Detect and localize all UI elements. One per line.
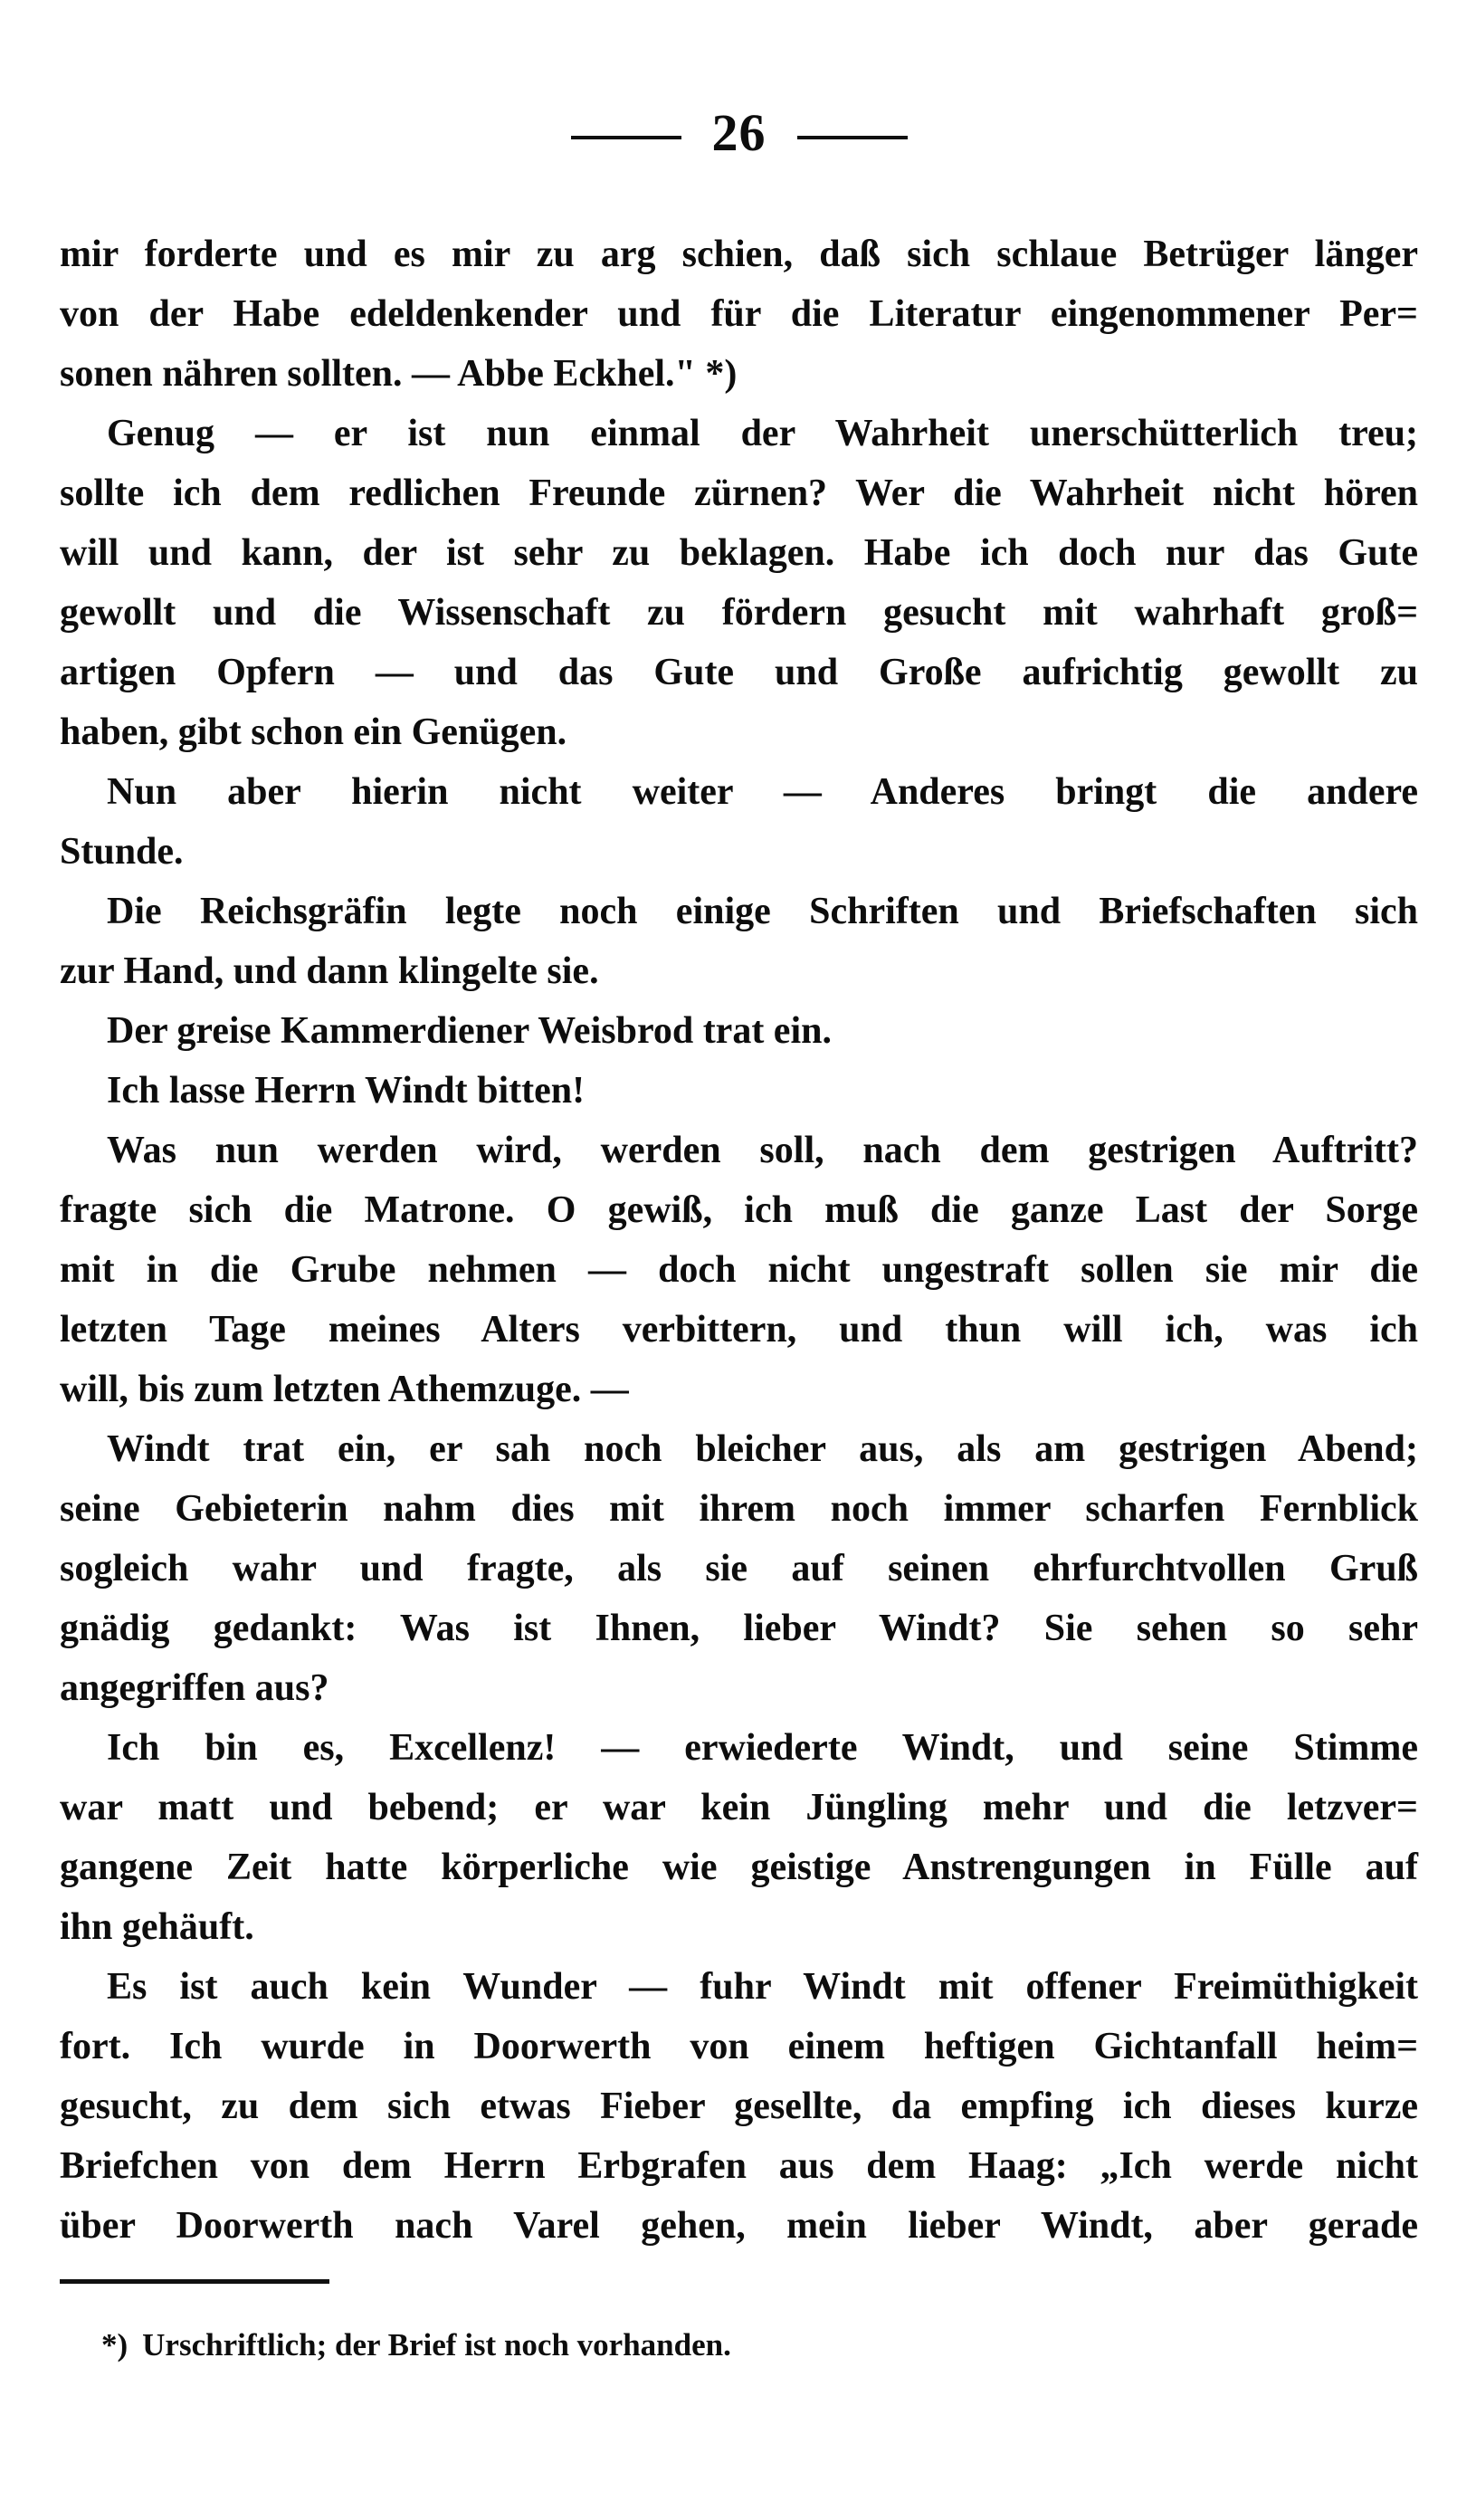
text-line: fort. Ich wurde in Doorwerth von einem heftigen Gichtanfall heim= xyxy=(60,2026,1418,2067)
text-line: sollte ich dem redlichen Freunde zürnen? Wer die Wahrheit nicht hören xyxy=(60,472,1418,514)
text-line: haben, gibt schon ein Genügen. xyxy=(60,711,567,753)
text-line: über Doorwerth nach Varel gehen, mein lieber Windt, aber gerade xyxy=(60,2205,1418,2247)
text-line: Die Reichsgräfin legte noch einige Schriften und Briefschaften sich xyxy=(107,891,1418,932)
text-line: mir forderte und es mir zu arg schien, daß sich schlaue Betrüger länger xyxy=(60,234,1418,275)
text-line: Nun aber hierin nicht weiter — Anderes bringt die andere xyxy=(107,771,1418,813)
text-line: will, bis zum letzten Athemzuge. — xyxy=(60,1369,629,1410)
text-line: seine Gebieterin nahm dies mit ihrem noch immer scharfen Fernblick xyxy=(60,1488,1418,1530)
text-line: Briefchen von dem Herrn Erbgrafen aus dem Haag: „Ich werde nicht xyxy=(60,2145,1418,2187)
footnote xyxy=(60,2324,1418,2367)
text-line: sonen nähren sollten. — Abbe Eckhel." *) xyxy=(60,353,738,395)
text-line: zur Hand, und dann klingelte sie. xyxy=(60,950,599,992)
text-line: fragte sich die Matrone. O gewiß, ich muß die ganze Last der Sorge xyxy=(60,1189,1418,1231)
text-line: gesucht, zu dem sich etwas Fieber gesellte, da empfing ich dieses kurze xyxy=(60,2086,1418,2127)
text-line: Ich lasse Herrn Windt bitten! xyxy=(107,1070,586,1112)
header-rule-right xyxy=(797,136,908,139)
header-rule-left xyxy=(571,136,681,139)
body-text xyxy=(60,224,1418,2256)
text-line: gewollt und die Wissenschaft zu fördern gesucht mit wahrhaft groß= xyxy=(60,592,1418,634)
text-line: war matt und bebend; er war kein Jüngling mehr und die letzver= xyxy=(60,1787,1418,1828)
text-line: gangene Zeit hatte körperliche wie geistige Anstrengungen in Fülle auf xyxy=(60,1847,1418,1888)
text-line: ihn gehäuft. xyxy=(60,1906,254,1948)
footnote-separator xyxy=(60,2279,329,2284)
text-line: will und kann, der ist sehr zu beklagen. Habe ich doch nur das Gute xyxy=(60,532,1418,574)
text-line: artigen Opfern — und das Gute und Große aufrichtig gewollt zu xyxy=(60,652,1418,693)
page-header xyxy=(60,101,1418,165)
text-line: angegriffen aus? xyxy=(60,1667,329,1709)
text-line: Windt trat ein, er sah noch bleicher aus, als am gestrigen Abend; xyxy=(107,1428,1418,1470)
text-line: Stunde. xyxy=(60,831,184,873)
page-number: 26 xyxy=(711,103,767,162)
text-line: Was nun werden wird, werden soll, nach dem gestrigen Auftritt? xyxy=(107,1130,1418,1171)
text-line: Genug — er ist nun einmal der Wahrheit unerschütterlich treu; xyxy=(107,413,1418,454)
footnote-marker: *) xyxy=(101,2327,129,2362)
text-line: mit in die Grube nehmen — doch nicht ungestraft sollen sie mir die xyxy=(60,1249,1418,1291)
text-line: von der Habe edeldenkender und für die Literatur eingenommener Per= xyxy=(60,293,1418,335)
text-line: Ich bin es, Excellenz! — erwiederte Windt, und seine Stimme xyxy=(107,1727,1418,1769)
text-line: sogleich wahr und fragte, als sie auf seinen ehrfurchtvollen Gruß xyxy=(60,1548,1418,1589)
text-line: Der greise Kammerdiener Weisbrod trat ein. xyxy=(107,1010,832,1052)
text-line: gnädig gedankt: Was ist Ihnen, lieber Windt? Sie sehen so sehr xyxy=(60,1608,1418,1649)
text-line: Es ist auch kein Wunder — fuhr Windt mit offener Freimüthigkeit xyxy=(107,1966,1418,2008)
text-line: letzten Tage meines Alters verbittern, und thun will ich, was ich xyxy=(60,1309,1418,1351)
footnote-text: Urschriftlich; der Brief ist noch vorhanden. xyxy=(142,2327,731,2362)
